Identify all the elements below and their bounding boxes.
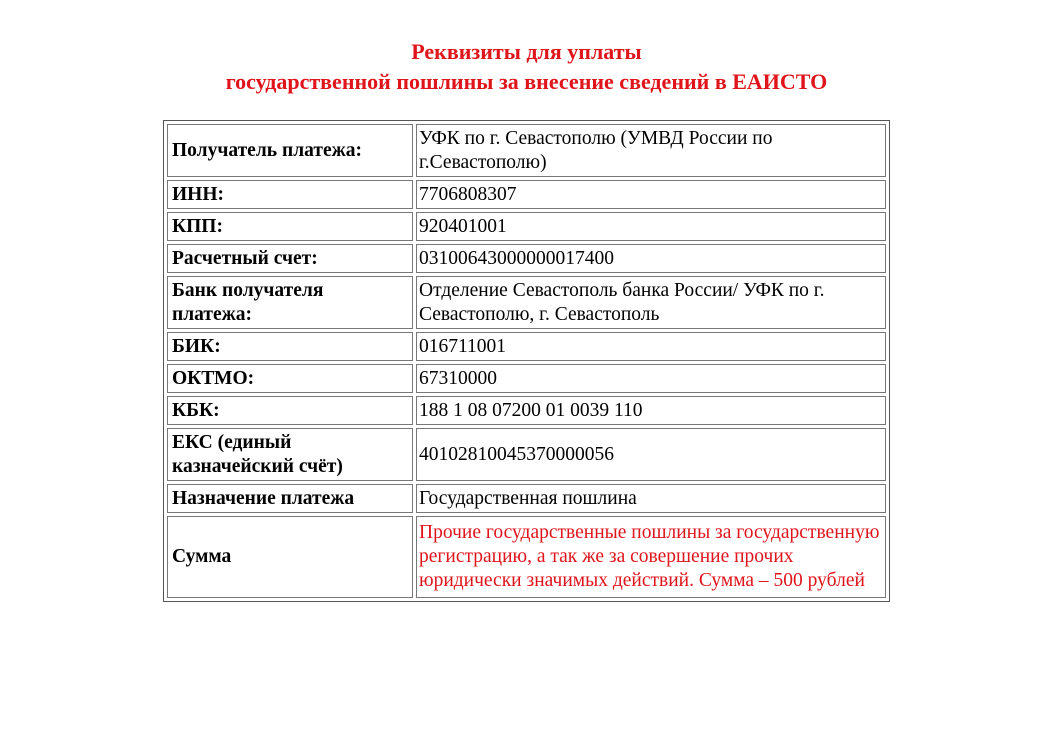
table-row: [167, 276, 886, 329]
table-row: [167, 332, 886, 361]
table-row: [167, 428, 886, 481]
row-label-amount: Сумма: [167, 516, 413, 598]
row-value-bank: Отделение Севастополь банка России/ УФК по г. Севастополю, г. Севастополь: [416, 276, 886, 329]
table-row: [167, 516, 886, 598]
row-value-oktmo: 67310000: [416, 364, 886, 393]
row-label-kbk: КБК:: [167, 396, 413, 425]
table-row: [167, 396, 886, 425]
row-label-bik: БИК:: [167, 332, 413, 361]
row-value-bik: 016711001: [416, 332, 886, 361]
row-value-eks: 40102810045370000056: [416, 428, 886, 481]
row-label-eks: ЕКС (единый казначейский счёт): [167, 428, 413, 481]
table-row: [167, 212, 886, 241]
row-value-kbk: 188 1 08 07200 01 0039 110: [416, 396, 886, 425]
row-value-amount: Прочие государственные пошлины за государственную регистрацию, а так же за совершение прочих юридически значимых действий. Сумма – 500 рублей: [416, 516, 886, 598]
title-line-2: государственной пошлины за внесение сведений в ЕАИСТО: [225, 69, 828, 94]
table-row: [167, 244, 886, 273]
row-label-oktmo: ОКТМО:: [167, 364, 413, 393]
row-value-purpose: Государственная пошлина: [416, 484, 886, 513]
row-value-inn: 7706808307: [416, 180, 886, 209]
table-row: [167, 484, 886, 513]
row-label-account: Расчетный счет:: [167, 244, 413, 273]
row-value-recipient: УФК по г. Севастополю (УМВД России по г.Севастополю): [416, 124, 886, 177]
table-row: [167, 124, 886, 177]
table-row: [167, 364, 886, 393]
row-label-kpp: КПП:: [167, 212, 413, 241]
row-label-inn: ИНН:: [167, 180, 413, 209]
document-title: [0, 37, 1053, 97]
row-value-kpp: 920401001: [416, 212, 886, 241]
table-row: [167, 180, 886, 209]
title-line-1: Реквизиты для уплаты: [411, 39, 642, 64]
row-value-account: 03100643000000017400: [416, 244, 886, 273]
payment-details-table: [163, 120, 890, 602]
row-label-purpose: Назначение платежа: [167, 484, 413, 513]
row-label-bank: Банк получателя платежа:: [167, 276, 413, 329]
row-label-recipient: Получатель платежа:: [167, 124, 413, 177]
